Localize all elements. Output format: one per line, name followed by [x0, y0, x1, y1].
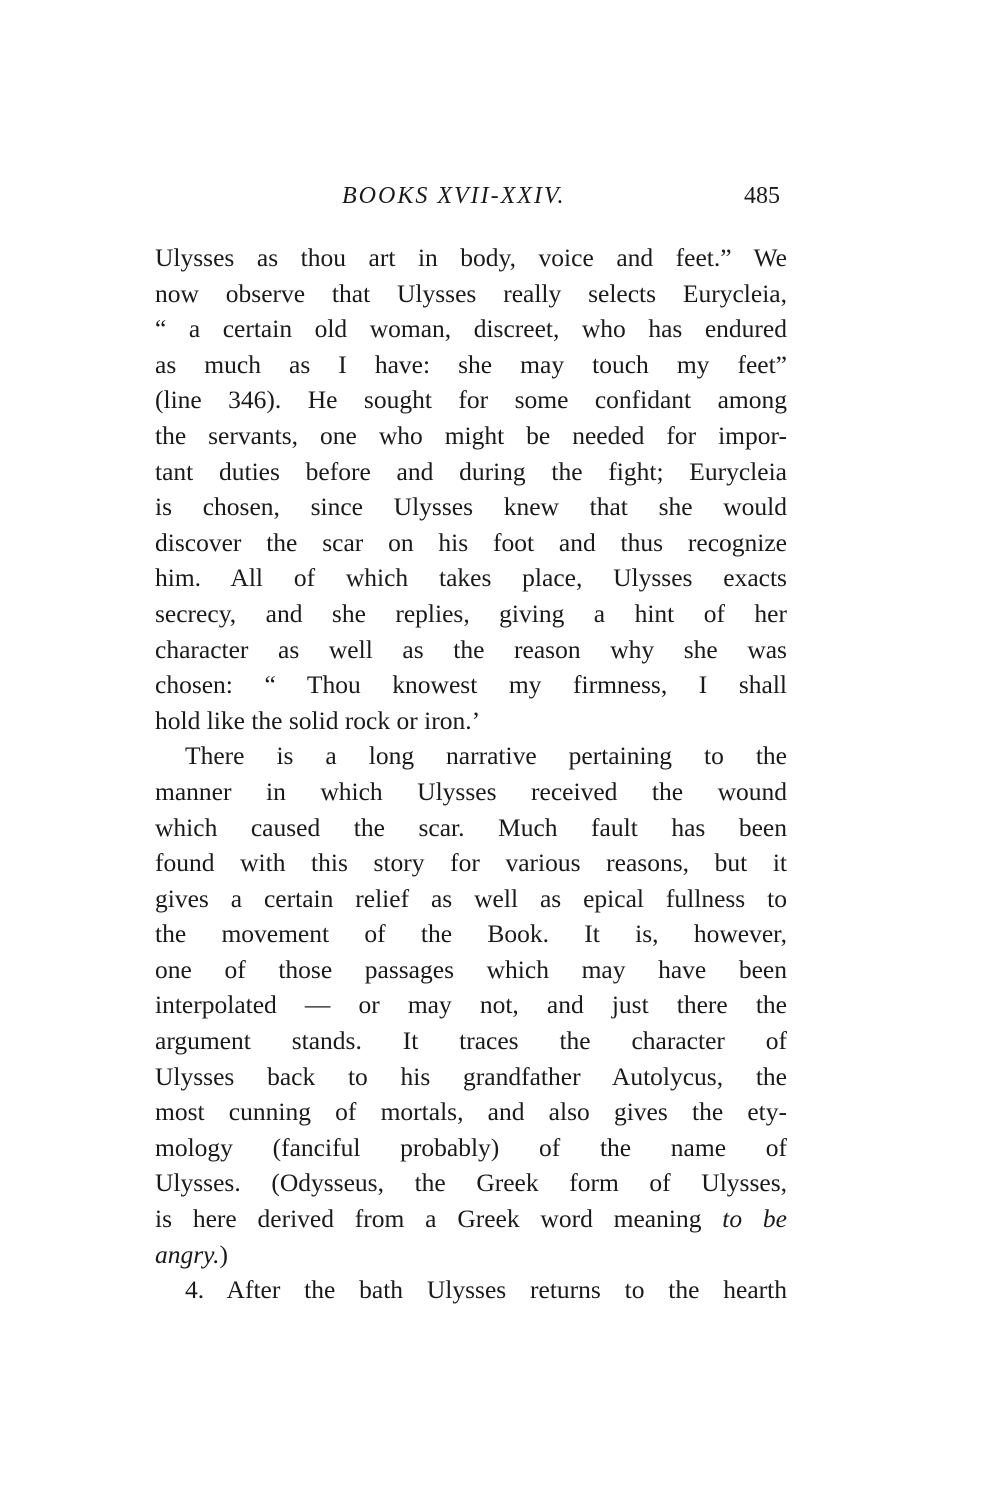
text-line: “ a certain old woman, discreet, who has endured [155, 314, 787, 344]
text-line [155, 1201, 787, 1237]
text-line: mology (fanciful probably) of the name of [155, 1132, 787, 1162]
text-line: manner in which Ulysses received the wound [155, 776, 787, 806]
text-line: him. All of which takes place, Ulysses exacts [155, 563, 787, 593]
text-line: Ulysses. (Odysseus, the Greek form of Ulysses, [155, 1168, 787, 1198]
text-line: secrecy, and she replies, giving a hint of her [155, 598, 787, 628]
page-number: 485 [744, 183, 780, 209]
text-line [155, 1237, 787, 1273]
text-line: hold like the solid rock or iron.’ [155, 705, 481, 735]
text-line: character as well as the reason why she was [155, 634, 787, 664]
text-line: is chosen, since Ulysses knew that she would [155, 492, 787, 522]
body-text [155, 240, 787, 1308]
text-line: tant duties before and during the fight; Eurycleia [155, 456, 787, 486]
text-line: discover the scar on his foot and thus recognize [155, 527, 787, 557]
text-line: the movement of the Book. It is, however, [155, 919, 787, 949]
text-line: now observe that Ulysses really selects Eurycleia, [155, 278, 787, 308]
text-line: gives a certain relief as well as epical fullness to [155, 883, 787, 913]
text-run: ) [219, 1239, 228, 1269]
text-line: which caused the scar. Much fault has been [155, 812, 787, 842]
text-line: Ulysses back to his grandfather Autolycus, the [155, 1061, 787, 1091]
text-line: found with this story for various reasons, but it [155, 848, 787, 878]
italic-phrase: to be [722, 1204, 788, 1234]
text-line: chosen: “ Thou knowest my firmness, I shall [155, 670, 787, 700]
text-line: argument stands. It traces the character of [155, 1026, 787, 1056]
italic-phrase: angry. [155, 1239, 220, 1269]
text-line: Ulysses as thou art in body, voice and feet.” We [155, 243, 787, 272]
text-line: There is a long narrative pertaining to the [185, 741, 787, 771]
running-head: BOOKS XVII-XXIV. [342, 183, 566, 209]
text-line: most cunning of mortals, and also gives the ety- [155, 1097, 787, 1127]
text-run: is here derived from a Greek word meaning [155, 1204, 723, 1234]
text-line: the servants, one who might be needed for impor- [155, 420, 787, 450]
text-line: interpolated — or may not, and just there the [155, 990, 787, 1020]
text-line: 4. After the bath Ulysses returns to the hearth [185, 1275, 787, 1305]
text-line: as much as I have: she may touch my feet” [155, 349, 787, 379]
text-line: (line 346). He sought for some confidant among [155, 385, 787, 415]
text-line: one of those passages which may have been [155, 954, 787, 984]
